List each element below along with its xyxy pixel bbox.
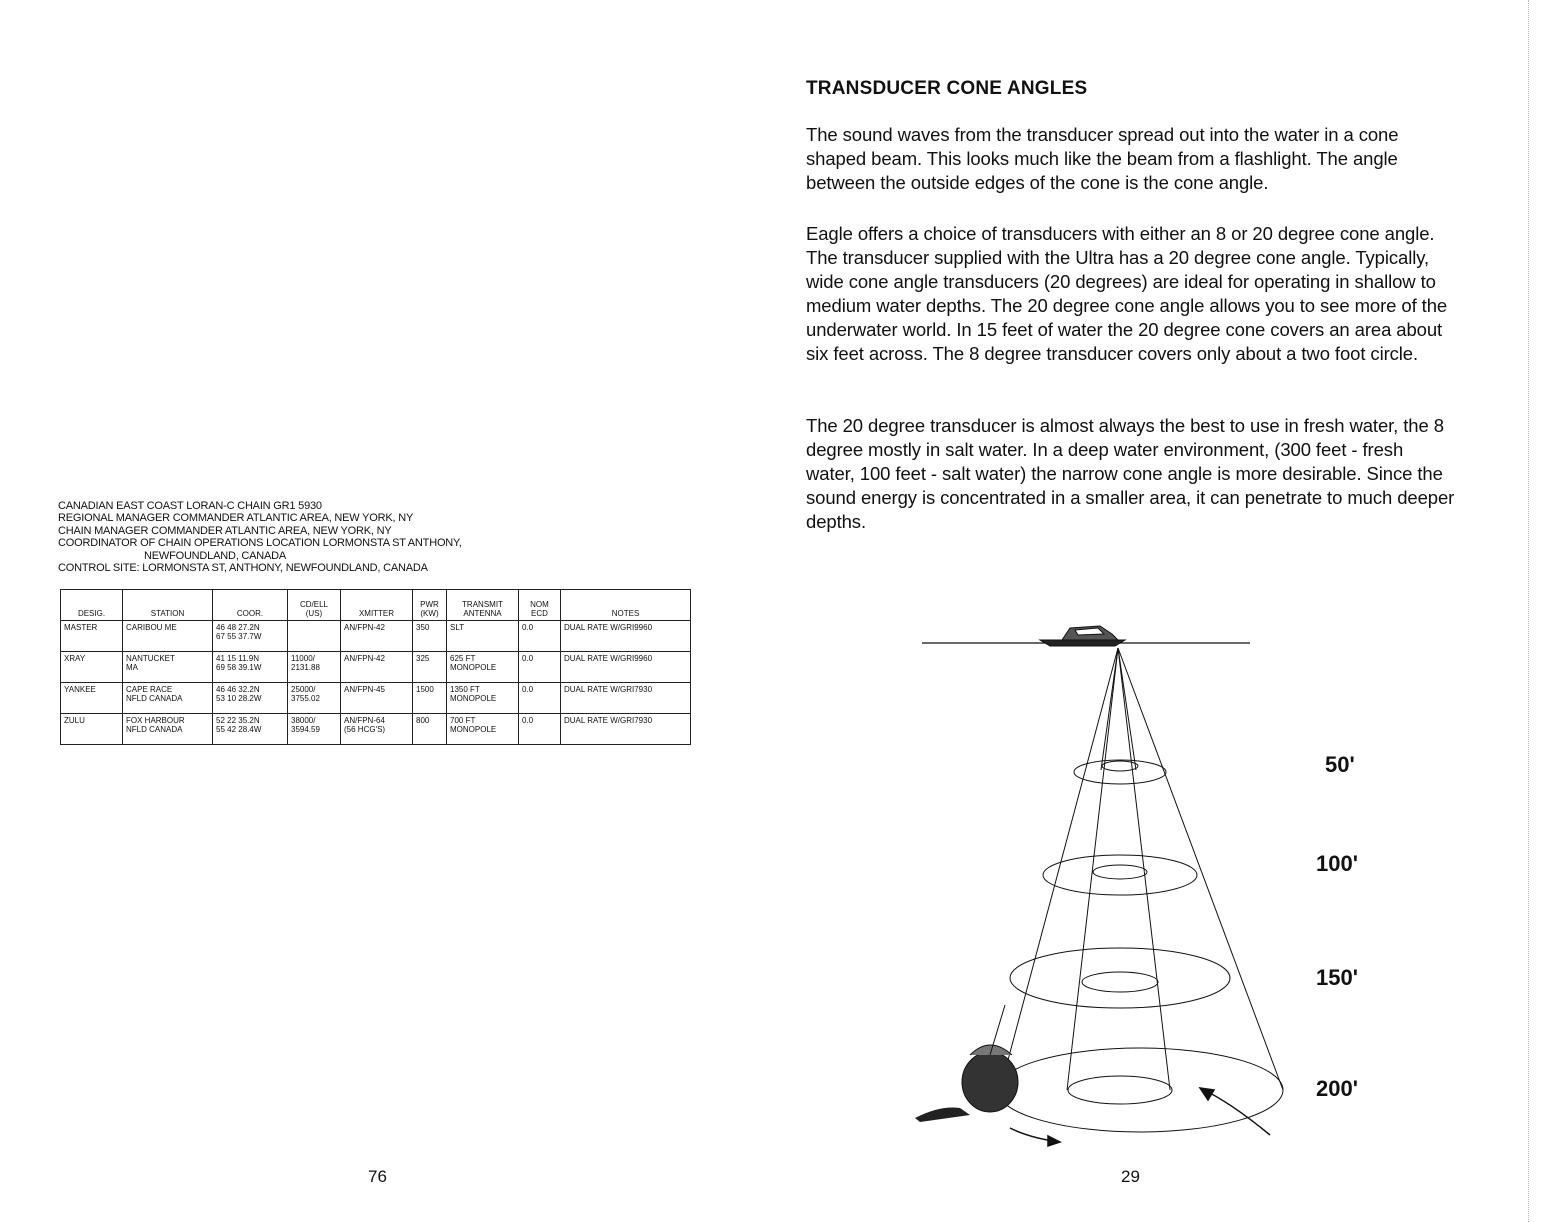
column-header: COOR.: [213, 590, 288, 621]
header-line: REGIONAL MANAGER COMMANDER ATLANTIC AREA, NEW YORK, NY: [58, 512, 414, 525]
header-line: CHAIN MANAGER COMMANDER ATLANTIC AREA, NEW YORK, NY: [58, 524, 392, 537]
table-cell: 25000/ 3755.02: [288, 683, 341, 714]
column-header: DESIG.: [61, 590, 123, 621]
body-paragraph: Eagle offers a choice of transducers with either an 8 or 20 degree cone angle. The transducer supplied with the Ultra has a 20 degree cone angle. Typically, wide cone angle transducers (20 degrees) are ideal for operating in shallow to medium water depths. The 20 degree cone angle allows you to see more of the underwater world. In 15 feet of water the 20 degree cone covers an area about six feet across. The 8 degree transducer covers only about a two foot circle.: [806, 223, 1448, 364]
column-header: STATION: [123, 590, 213, 621]
header-line: NEWFOUNDLAND, CANADA: [144, 549, 287, 562]
binding-edge: [1528, 0, 1530, 1222]
loran-chain-header: [58, 500, 698, 574]
table-cell: DUAL RATE W/GRI7930: [561, 683, 691, 714]
table-cell: 0.0: [519, 621, 561, 652]
table-cell: [288, 621, 341, 652]
table-cell: AN/FPN-42: [341, 652, 413, 683]
depth-label-200: 200': [1316, 1076, 1358, 1101]
left-page-number: 76: [368, 1167, 387, 1186]
header-line: CONTROL SITE: LORMONSTA ST, ANTHONY, NEWFOUNDLAND, CANADA: [58, 562, 428, 575]
table-cell: ZULU: [61, 714, 123, 745]
table-cell: 800: [413, 714, 447, 745]
page-title: TRANSDUCER CONE ANGLES: [806, 78, 1088, 99]
wide-cone-outline: [997, 648, 1283, 1132]
table-cell: XRAY: [61, 652, 123, 683]
depth-label-100: 100': [1316, 851, 1358, 876]
table-cell: 1350 FT MONOPOLE: [447, 683, 519, 714]
column-header: PWR (KW): [413, 590, 447, 621]
header-line: CANADIAN EAST COAST LORAN-C CHAIN GR1 5930: [58, 500, 322, 512]
table-cell: 46 46 32.2N 53 10 28.2W: [213, 683, 288, 714]
table-cell: 350: [413, 621, 447, 652]
table-cell: 0.0: [519, 683, 561, 714]
table-cell: 625 FT MONOPOLE: [447, 652, 519, 683]
table-cell: CAPE RACE NFLD CANADA: [123, 683, 213, 714]
table-row: [61, 683, 691, 714]
table-cell: 52 22 35.2N 55 42 28.4W: [213, 714, 288, 745]
depth-label-50: 50': [1325, 752, 1355, 777]
table-cell: DUAL RATE W/GRI9960: [561, 621, 691, 652]
table-row: [61, 714, 691, 745]
table-cell: AN/FPN-45: [341, 683, 413, 714]
table-cell: DUAL RATE W/GRI9960: [561, 652, 691, 683]
body-paragraph: The 20 degree transducer is almost always the best to use in fresh water, the 8 degree mostly in salt water. In a deep water environment, (300 feet - fresh water, 100 feet - salt water) the narrow cone angle is more desirable. Since the sound energy is concentrated in a smaller area, it can penetrate to much deeper depths.: [806, 415, 1455, 532]
table-cell: 1500: [413, 683, 447, 714]
table-cell: AN/FPN-42: [341, 621, 413, 652]
boat-icon: [1040, 626, 1125, 646]
table-header-row: [61, 590, 691, 621]
table-cell: 46 48 27.2N 67 55 37.7W: [213, 621, 288, 652]
table-cell: CARIBOU ME: [123, 621, 213, 652]
loran-station-table: [60, 589, 691, 745]
table-cell: FOX HARBOUR NFLD CANADA: [123, 714, 213, 745]
table-cell: 0.0: [519, 652, 561, 683]
table-cell: YANKEE: [61, 683, 123, 714]
table-cell: MASTER: [61, 621, 123, 652]
right-page-number: 29: [1121, 1167, 1140, 1186]
narrow-cone-outline: [1067, 648, 1172, 1104]
fish-icon: [915, 1005, 1018, 1122]
table-cell: 11000/ 2131.88: [288, 652, 341, 683]
table-cell: AN/FPN-64 (56 HCG'S): [341, 714, 413, 745]
bottom-arrows: [1010, 1088, 1270, 1146]
depth-label-150: 150': [1316, 965, 1358, 990]
table-cell: NANTUCKET MA: [123, 652, 213, 683]
column-header: TRANSMIT ANTENNA: [447, 590, 519, 621]
table-cell: 325: [413, 652, 447, 683]
column-header: CD/ELL (US): [288, 590, 341, 621]
transducer-cone-illustration: [900, 610, 1300, 1150]
table-row: [61, 652, 691, 683]
header-line: COORDINATOR OF CHAIN OPERATIONS LOCATION LORMONSTA ST ANTHONY,: [58, 537, 462, 550]
table-cell: 38000/ 3594.59: [288, 714, 341, 745]
table-cell: SLT: [447, 621, 519, 652]
column-header: NOTES: [561, 590, 691, 621]
column-header: XMITTER: [341, 590, 413, 621]
body-paragraph: The sound waves from the transducer spread out into the water in a cone shaped beam. This looks much like the beam from a flashlight. The angle between the outside edges of the cone is the cone angle.: [806, 124, 1399, 193]
table-cell: 41 15 11.9N 69 58 39.1W: [213, 652, 288, 683]
table-cell: 700 FT MONOPOLE: [447, 714, 519, 745]
table-cell: DUAL RATE W/GRI7930: [561, 714, 691, 745]
table-cell: 0.0: [519, 714, 561, 745]
table-row: [61, 621, 691, 652]
column-header: NOM ECD: [519, 590, 561, 621]
